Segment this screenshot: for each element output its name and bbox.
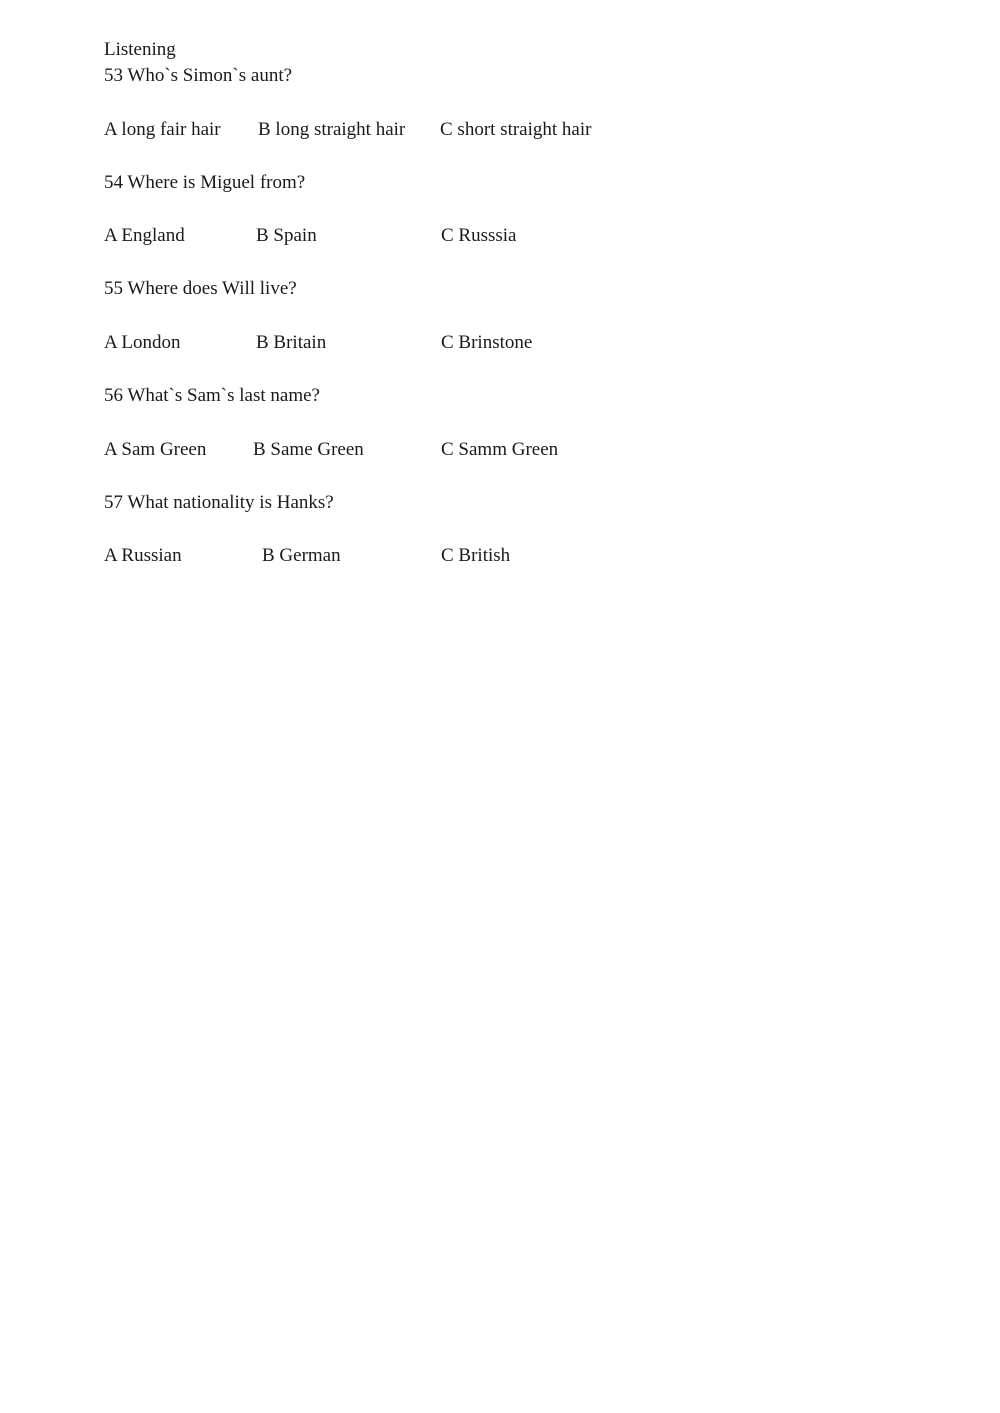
question-56-option-b: B Same Green (253, 439, 364, 460)
question-53-option-c: C short straight hair (440, 119, 592, 140)
question-57-option-b: B German (262, 545, 341, 566)
question-55-option-a: A London (104, 332, 181, 353)
question-53-option-b: B long straight hair (258, 119, 406, 140)
question-53: 53 Who`s Simon`s aunt? (104, 65, 293, 86)
question-56-option-a: A Sam Green (104, 439, 207, 460)
question-54-option-a: A England (104, 225, 185, 246)
question-56-option-c: C Samm Green (441, 439, 559, 460)
question-55: 55 Where does Will live? (104, 278, 297, 299)
question-57-option-a: A Russian (104, 545, 182, 566)
question-55-option-b: B Britain (256, 332, 327, 353)
section-heading: Listening (104, 39, 176, 60)
question-57: 57 What nationality is Hanks? (104, 492, 334, 513)
question-54-option-c: C Russsia (441, 225, 517, 246)
question-55-option-c: C Brinstone (441, 332, 533, 353)
question-57-option-c: C British (441, 545, 511, 566)
question-56: 56 What`s Sam`s last name? (104, 385, 320, 406)
question-54-option-b: B Spain (256, 225, 317, 246)
question-53-option-a: A long fair hair (104, 119, 221, 140)
question-54: 54 Where is Miguel from? (104, 172, 306, 193)
